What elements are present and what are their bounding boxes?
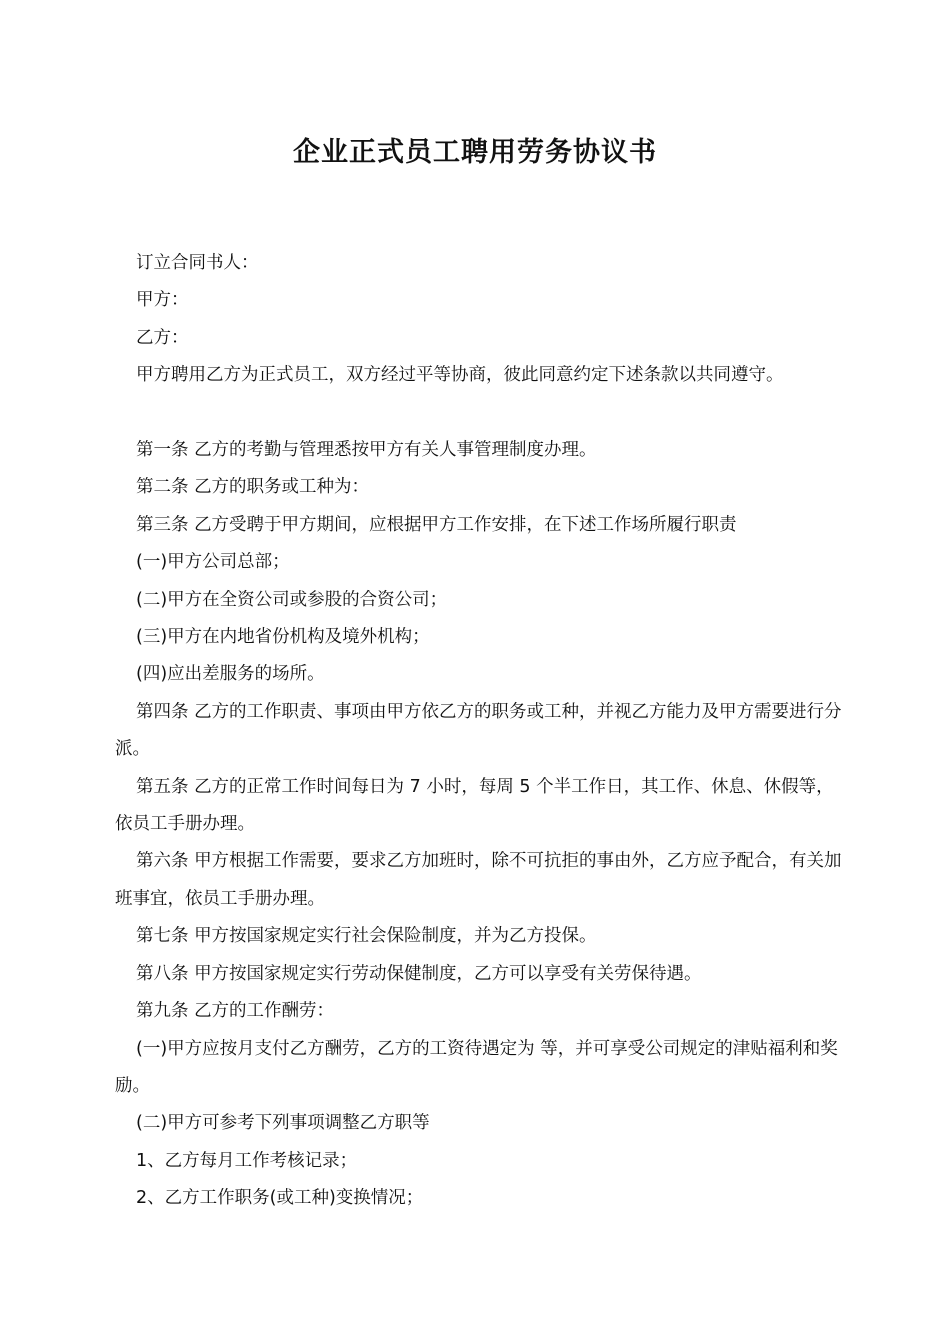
paragraph-article-6: 第六条 甲方根据工作需要，要求乙方加班时，除不可抗拒的事由外，乙方应予配合，有关加班事宜，依员工手册办理。 [115, 851, 842, 909]
paragraph-preamble: 甲方聘用乙方为正式员工，双方经过平等协商，彼此同意约定下述条款以共同遵守。 [136, 365, 784, 386]
paragraph-spacer [115, 395, 850, 432]
paragraph-party-b: 乙方： [136, 327, 189, 348]
paragraph-article-3-item-3: (三)甲方在内地省份机构及境外机构； [136, 627, 430, 648]
paragraph-article-3-item-1: (一)甲方公司总部； [136, 552, 290, 573]
paragraph-article-9-item-1: (一)甲方应按月支付乙方酬劳，乙方的工资待遇定为 等，并可享受公司规定的津贴福利和奖励。 [115, 1038, 838, 1096]
paragraph-parties-intro: 订立合同书人： [136, 253, 259, 273]
paragraph-article-2: 第二条 乙方的职务或工种为： [136, 477, 370, 498]
paragraph-article-3-item-2: (二)甲方在全资公司或参股的合资公司； [136, 589, 448, 610]
paragraph-article-9-item-2: (二)甲方可参考下列事项调整乙方职等 [136, 1113, 430, 1134]
paragraph-article-9-sub-1: 1、乙方每月工作考核记录； [136, 1150, 358, 1171]
paragraph-party-a: 甲方： [136, 290, 189, 311]
paragraph-article-3-item-4: (四)应出差服务的场所。 [136, 664, 325, 685]
paragraph-article-8: 第八条 甲方按国家规定实行劳动保健制度，乙方可以享受有关劳保待遇。 [136, 963, 702, 984]
document-title: 企业正式员工聘用劳务协议书 [293, 137, 657, 168]
paragraph-article-7: 第七条 甲方按国家规定实行社会保险制度，并为乙方投保。 [136, 926, 597, 947]
paragraph-article-1: 第一条 乙方的考勤与管理悉按甲方有关人事管理制度办理。 [136, 440, 597, 461]
paragraph-article-9-sub-2: 2、乙方工作职务(或工种)变换情况； [136, 1188, 424, 1209]
paragraph-article-9: 第九条 乙方的工作酬劳： [136, 1001, 335, 1022]
paragraph-article-4: 第四条 乙方的工作职责、事项由甲方依乙方的职务或工种，并视乙方能力及甲方需要进行分派。 [115, 701, 842, 760]
document-body [115, 245, 850, 1218]
paragraph-article-3: 第三条 乙方受聘于甲方期间，应根据甲方工作安排，在下述工作场所履行职责 [136, 514, 737, 535]
paragraph-article-5: 第五条 乙方的正常工作时间每日为 7 小时，每周 5 个半工作日，其工作、休息、休假等，依员工手册办理。 [115, 776, 834, 835]
